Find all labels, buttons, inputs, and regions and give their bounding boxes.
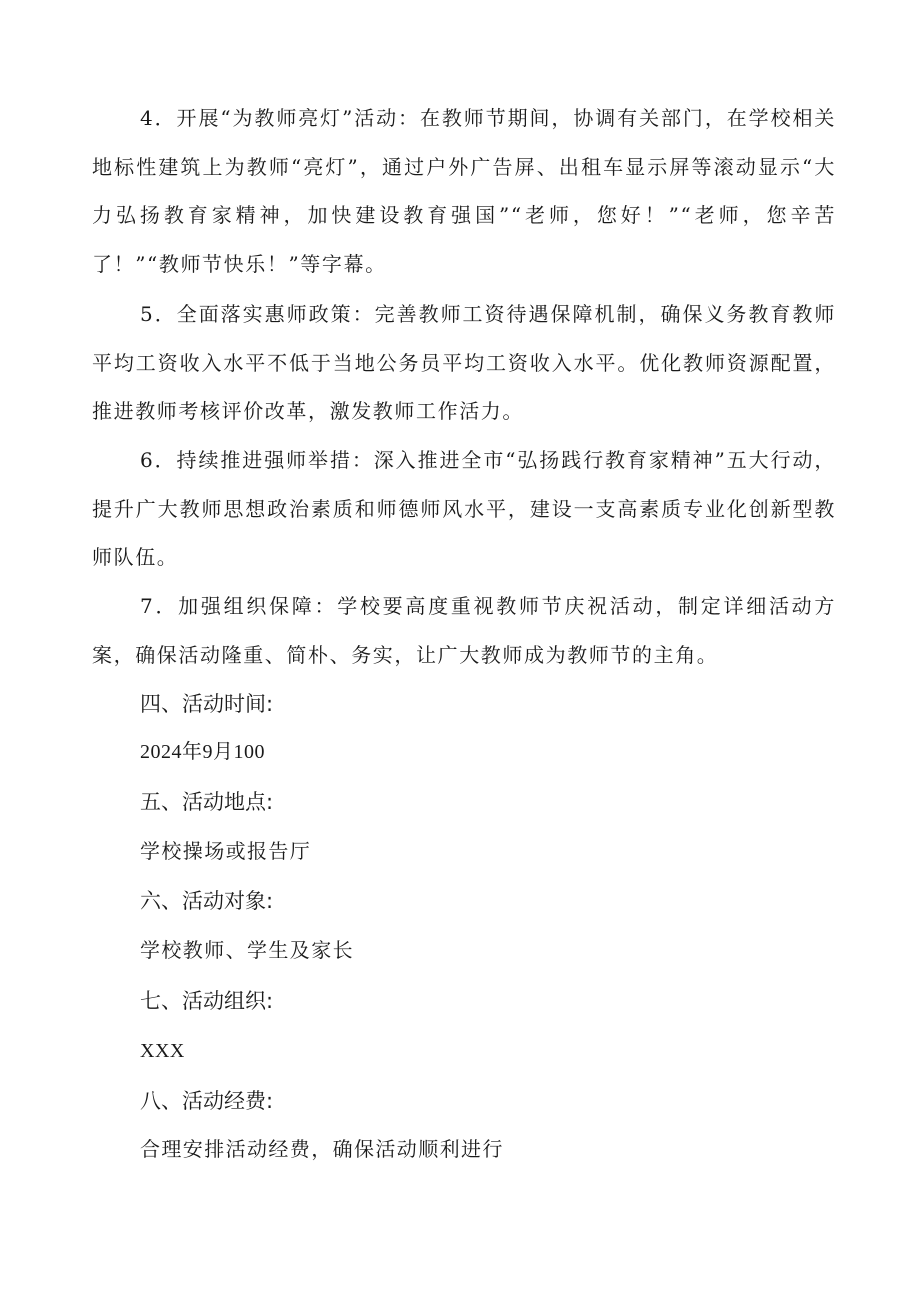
section-content-activity-funding: 合理安排活动经费，确保活动顺利进行 — [140, 1137, 504, 1161]
section-heading-activity-time: 四、活动时间: — [140, 692, 274, 716]
section-content-activity-organization: XXX — [140, 1040, 185, 1062]
paragraph-item-6: 6．持续推进强师举措：深入推进全市“弘扬践行教育家精神”五大行动，提升广大教师思想政治素质和师德师风水平，建设一支高素质专业化创新型教师队伍。 — [92, 448, 836, 570]
section-content-activity-audience: 学校教师、学生及家长 — [140, 938, 354, 962]
section-heading-activity-place: 五、活动地点: — [140, 790, 274, 814]
section-heading-activity-audience: 六、活动对象: — [140, 889, 274, 913]
section-heading-activity-funding: 八、活动经费: — [140, 1089, 274, 1113]
section-content-activity-place: 学校操场或报告厅 — [140, 839, 312, 863]
paragraph-item-7: 7．加强组织保障：学校要高度重视教师节庆祝活动，制定详细活动方案，确保活动隆重、简朴、务实，让广大教师成为教师节的主角。 — [92, 594, 836, 667]
paragraph-item-5: 5．全面落实惠师政策：完善教师工资待遇保障机制，确保义务教育教师平均工资收入水平不低于当地公务员平均工资收入水平。优化教师资源配置，推进教师考核评价改革，激发教师工作活力。 — [92, 302, 836, 424]
paragraph-item-4: 4．开展“为教师亮灯”活动：在教师节期间，协调有关部门，在学校相关地标性建筑上为教师“亮灯”，通过户外广告屏、出租车显示屏等滚动显示“大力弘扬教育家精神，加快建设教育强国”“老师，您好！”“老师，您辛苦了！”“教师节快乐！”等字幕。 — [92, 106, 836, 277]
section-heading-activity-organization: 七、活动组织: — [140, 989, 274, 1013]
section-content-activity-time: 2024年9月100 — [140, 741, 265, 763]
